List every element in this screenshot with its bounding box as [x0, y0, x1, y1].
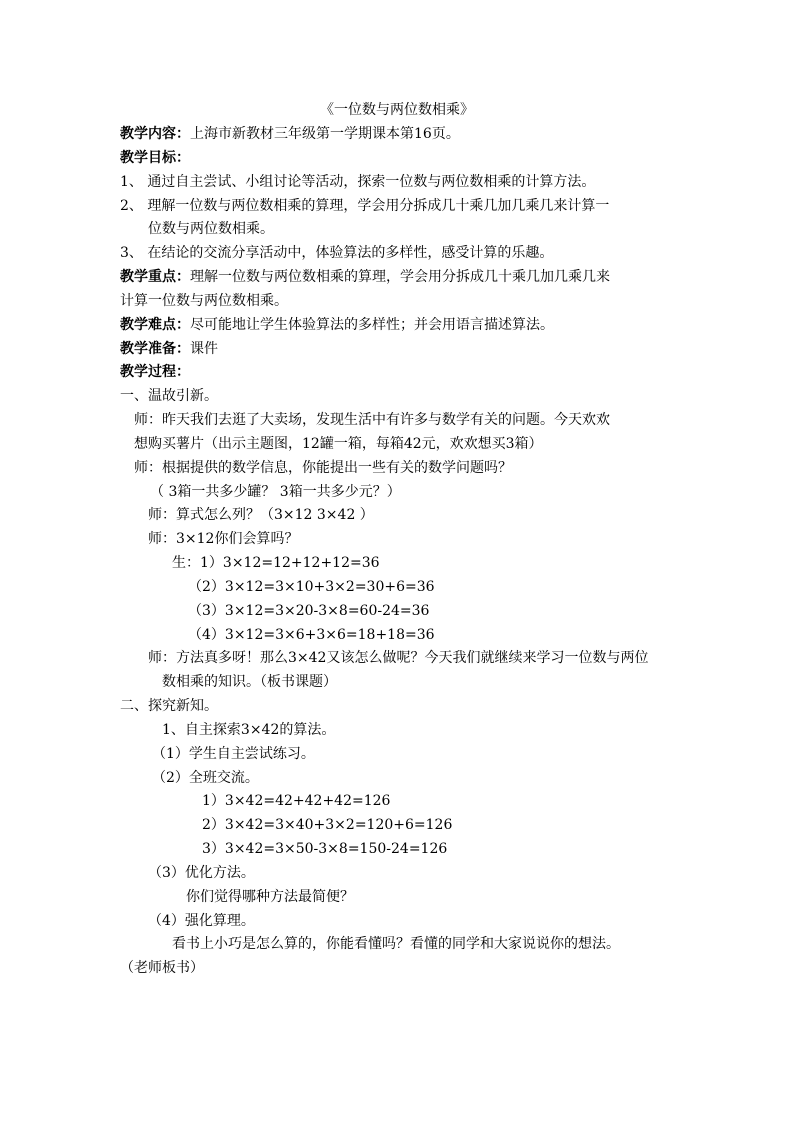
key-points-cont: 计算一位数与两位数相乘。 — [120, 293, 288, 309]
process-line: 想购买薯片（出示主题图，12罐一箱，每箱42元，欢欢想买3箱） — [134, 436, 543, 452]
process-line: 2）3×42=3×40+3×2=120+6=126 — [202, 817, 453, 833]
process-line: 一、温故引新。 — [120, 388, 218, 404]
content-line — [120, 124, 460, 144]
process-line: 师：算式怎么列？（3×12 3×42 ） — [148, 507, 374, 523]
process-line: 二、探究新知。 — [120, 698, 218, 714]
process-line: （3）3×12=3×20-3×8=60-24=36 — [188, 603, 430, 619]
goal-item-2: 2、 理解一位数与两位数相乘的算理，学会用分拆成几十乘几加几乘几来计算一 — [120, 198, 610, 214]
goal-item-3: 3、 在结论的交流分享活动中，体验算法的多样性，感受计算的乐趣。 — [120, 245, 554, 261]
preparation-line — [120, 339, 218, 359]
key-points-label: 教学重点： — [120, 269, 190, 285]
difficulty-label: 教学难点： — [120, 317, 190, 333]
key-points-line — [120, 267, 610, 287]
process-line: 师：根据提供的数学信息，你能提出一些有关的数学问题吗？ — [134, 460, 512, 476]
content-text: 上海市新教材三年级第一学期课本第16页。 — [190, 126, 460, 142]
key-points-text: 理解一位数与两位数相乘的算理，学会用分拆成几十乘几加几乘几来 — [190, 269, 610, 285]
process-line: 1、自主探索3×42的算法。 — [162, 722, 336, 738]
process-line: 师：方法真多呀！那么3×42又该怎么做呢？今天我们就继续来学习一位数与两位 — [148, 650, 649, 666]
process-line: （4）3×12=3×6+3×6=18+18=36 — [188, 627, 435, 643]
content-label: 教学内容： — [120, 126, 190, 142]
process-line: 师：3×12你们会算吗？ — [148, 531, 299, 547]
process-line: （2）3×12=3×10+3×2=30+6=36 — [188, 579, 435, 595]
page-title: 《一位数与两位数相乘》 — [320, 102, 474, 118]
preparation-label: 教学准备： — [120, 341, 190, 357]
process-line: （2）全班交流。 — [152, 770, 259, 786]
goal-item-2-cont: 位数与两位数相乘。 — [148, 221, 274, 237]
difficulty-line — [120, 315, 554, 335]
process-line: 你们觉得哪种方法最简便？ — [186, 889, 354, 905]
process-line: 师：昨天我们去逛了大卖场，发现生活中有许多与数学有关的问题。今天欢欢 — [134, 412, 610, 428]
process-line: （ 3箱一共多少罐？ 3箱一共多少元？） — [150, 484, 401, 500]
process-label: 教学过程： — [120, 364, 190, 380]
preparation-text: 课件 — [190, 341, 218, 357]
goal-item-1: 1、 通过自主尝试、小组讨论等活动，探索一位数与两位数相乘的计算方法。 — [120, 174, 596, 190]
process-line: （老师板书） — [120, 960, 204, 976]
process-line: （4）强化算理。 — [148, 913, 255, 929]
process-line: 3）3×42=3×50-3×8=150-24=126 — [202, 841, 448, 857]
process-line: （1）学生自主尝试练习。 — [152, 746, 315, 762]
process-line: 1）3×42=42+42+42=126 — [202, 793, 391, 809]
difficulty-text: 尽可能地让学生体验算法的多样性；并会用语言描述算法。 — [190, 317, 554, 333]
process-line: 看书上小巧是怎么算的，你能看懂吗？看懂的同学和大家说说你的想法。 — [172, 936, 620, 952]
goals-label: 教学目标： — [120, 150, 190, 166]
process-line: 数相乘的知识。（板书课题） — [162, 674, 337, 690]
process-line: 生：1）3×12=12+12+12=36 — [172, 555, 380, 571]
process-line: （3）优化方法。 — [148, 865, 255, 881]
